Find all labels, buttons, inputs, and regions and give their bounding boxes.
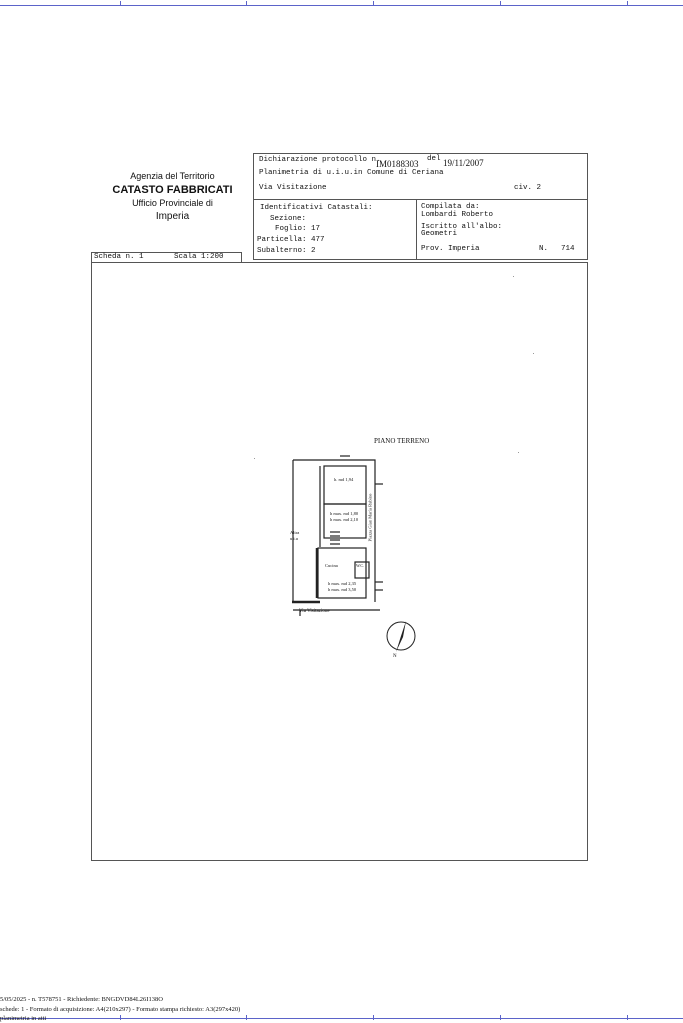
- agency-province: Imperia: [155, 211, 190, 222]
- bottom-tick: [627, 1015, 628, 1020]
- room-label-upper: h. md 1,94: [334, 477, 354, 482]
- bottom-rule: [0, 1018, 683, 1019]
- compiler-name: Lombardi Roberto: [421, 211, 494, 219]
- altra-uiu-a: Altra: [290, 530, 300, 535]
- room-label-lower-a: h max. md 2,35: [328, 581, 357, 586]
- planimetria-title: Planimetria di u.i.u.in Comune di Ceriana: [259, 169, 444, 177]
- room-label-middle-b: h max. md 2,10: [330, 517, 359, 522]
- top-tick: [627, 1, 628, 6]
- header-column-divider: [416, 199, 417, 259]
- footer-request: 5/05/2025 - n. T578751 - Richiedente: BNGDVD84L26I138O: [0, 996, 163, 1003]
- date-label: del: [427, 155, 441, 163]
- room-label-kitchen: Cucina: [325, 563, 338, 568]
- scheda-scale: Scala 1:200: [174, 253, 224, 261]
- subalterno: Subalterno: 2: [257, 247, 316, 255]
- speck: [254, 458, 255, 459]
- bottom-tick: [120, 1015, 121, 1020]
- top-tick: [373, 1, 374, 6]
- civic-number: civ. 2: [514, 184, 542, 192]
- compass-north-label: N: [393, 654, 397, 659]
- scheda-number: Scheda n. 1: [94, 253, 144, 261]
- agency-catasto: CATASTO FABBRICATI: [112, 184, 233, 196]
- compiler-label: Compilata da:: [421, 203, 480, 211]
- province: Prov. Imperia: [421, 245, 480, 253]
- header-divider: [253, 199, 587, 200]
- street-label-piazza: Piazza Gian Maria Rubino: [367, 493, 373, 542]
- protocol-date: 19/11/2007: [443, 158, 484, 168]
- protocol-number: IM0188303: [376, 159, 419, 169]
- room-label-wc: W.C.: [356, 563, 365, 568]
- particella: Particella: 477: [257, 236, 325, 244]
- speck: [518, 452, 519, 453]
- foglio: Foglio: 17: [275, 225, 321, 233]
- albo-label: Iscritto all'albo:: [421, 223, 503, 231]
- top-tick: [120, 1, 121, 6]
- registration-n-label: N.: [539, 245, 549, 253]
- agency-office: Ufficio Provinciale di: [132, 198, 213, 208]
- top-rule: [0, 5, 683, 6]
- room-label-middle-a: h max. md 1,80: [330, 511, 359, 516]
- street-address: Via Visitazione: [259, 184, 327, 192]
- registration-number: 714: [561, 245, 575, 253]
- plan-title: PIANO TERRENO: [374, 437, 430, 445]
- room-upper: [324, 466, 366, 504]
- footer-format: schede: 1 - Formato di acquisizione: A4(210x297) - Formato stampa richiesto: A3(297x420): [0, 1006, 241, 1013]
- agency-name: Agenzia del Territorio: [130, 171, 215, 181]
- protocol-label: Dichiarazione protocollo n.: [259, 156, 381, 164]
- bottom-tick: [246, 1015, 247, 1020]
- speck: [513, 276, 514, 277]
- street-label-via: Via Visitazione: [299, 609, 330, 614]
- identifiers-title: Identificativi Catastali:: [260, 204, 373, 212]
- compass-icon: [384, 618, 418, 664]
- footer-status: planimetria in atti: [0, 1015, 47, 1022]
- top-tick: [500, 1, 501, 6]
- room-label-lower-b: h max. md 3,50: [328, 587, 357, 592]
- sezione: Sezione:: [270, 215, 307, 223]
- bottom-tick: [373, 1015, 374, 1020]
- bottom-tick: [500, 1015, 501, 1020]
- top-tick: [246, 1, 247, 6]
- speck: [533, 353, 534, 354]
- albo-value: Geometri: [421, 230, 458, 238]
- altra-uiu-b: u.i.u: [290, 536, 299, 541]
